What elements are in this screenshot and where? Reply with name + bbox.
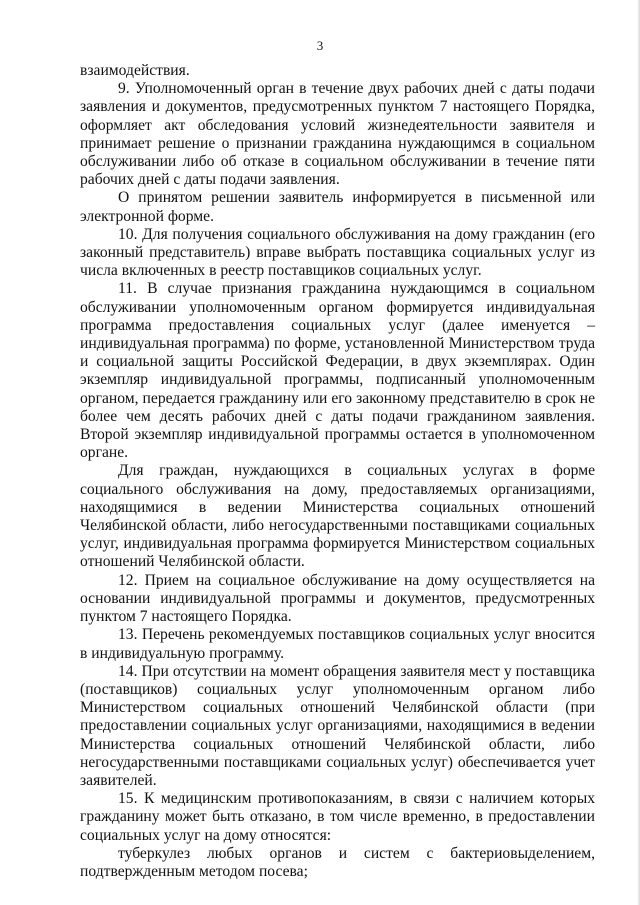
paragraph-item-12: 12. Прием на социальное обслуживание на дому осуществляется на основании индивидуальной программы и документов, предусмотренных пунктом 7 настоящего Порядка. [80, 571, 595, 626]
document-body [80, 62, 595, 881]
paragraph-item-13: 13. Перечень рекомендуемых поставщиков социальных услуг вносится в индивидуальную программу. [80, 626, 595, 662]
paragraph-item-15-list-1: туберкулез любых органов и систем с бактериовыделением, подтвержденным методом посева; [80, 844, 595, 880]
paragraph-continuation: взаимодействия. [80, 62, 190, 79]
paragraph-decision-notice: О принятом решении заявитель информируется в письменной или электронной форме. [80, 189, 595, 225]
paragraph-item-15: 15. К медицинским противопоказаниям, в связи с наличием которых гражданину может быть отказано, в том числе временно, в предоставлении социальных услуг на дому относятся: [80, 790, 595, 844]
paragraph-item-11: 11. В случае признания гражданина нуждающимся в социальном обслуживании уполномоченным органом формируется индивидуальная программа предоставления социальных услуг (далее именуется – индивидуальная программа) по форме, установленной Министерством труда и социальной защиты Российской Федерации, в двух экземплярах. Один экземпляр индивидуальной программы, подписанный уполномоченным органом, передается гражданину или его законному представителю в срок не более чем десять рабочих дней с даты подачи гражданином заявления. Второй экземпляр индивидуальной программы остается в уполномоченном органе. [80, 280, 595, 462]
paragraph-item-14: 14. При отсутствии на момент обращения заявителя мест у поставщика (поставщиков) социальных услуг уполномоченным органом либо Министерством социальных отношений Челябинской области (при предоставлении социальных услуг организациями, находящимися в ведении Министерства социальных отношений Челябинской области, либо негосударственными поставщиками социальных услуг) обеспечивается учет заявителей. [80, 662, 595, 789]
paragraph-item-11-cont: Для граждан, нуждающихся в социальных услугах в форме социального обслуживания на дому, предоставляемых организациями, находящимися в ведении Министерства социальных отношений Челябинской области, либо негосударственными поставщиками социальных услуг, индивидуальная программа формируется Министерством социальных отношений Челябинской области. [80, 462, 595, 571]
paragraph-item-9: 9. Уполномоченный орган в течение двух рабочих дней с даты подачи заявления и документов, предусмотренных пунктом 7 настоящего Порядка, оформляет акт обследования условий жизнедеятельности заявителя и принимает решение о признании гражданина нуждающимся в социальном обслуживании либо об отказе в социальном обслуживании в течение пяти рабочих дней с даты подачи заявления. [80, 80, 595, 189]
paragraph-item-10: 10. Для получения социального обслуживания на дому гражданин (его законный представитель) вправе выбрать поставщика социальных услуг из числа включенных в реестр поставщиков социальных услуг. [80, 225, 595, 280]
page-number: 3 [316, 38, 324, 53]
